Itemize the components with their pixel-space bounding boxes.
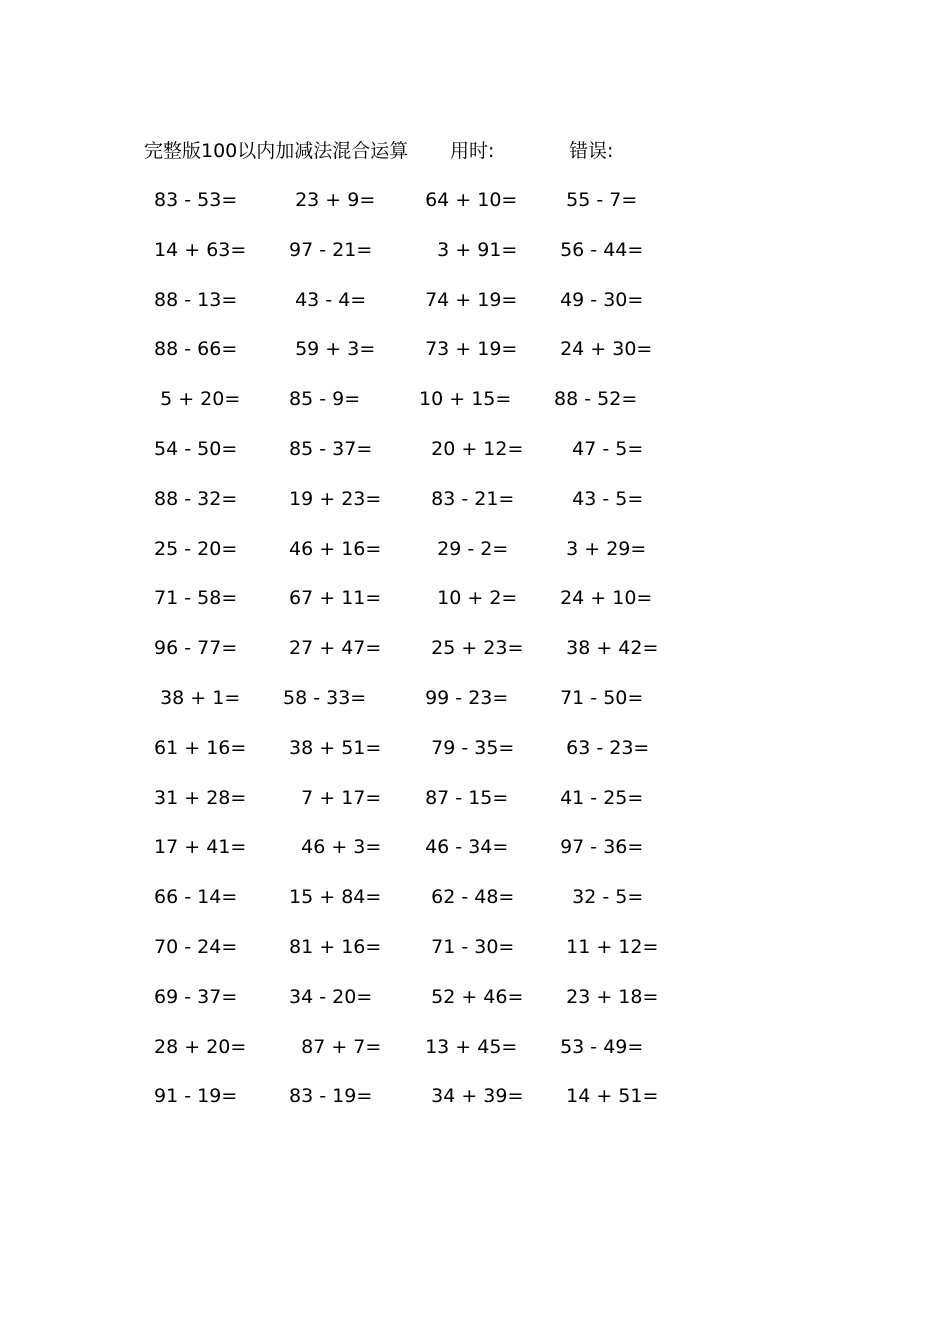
problem-item: 70 - 24= [148,935,238,958]
problem-item: 61 + 16= [148,736,247,759]
problem-item: 85 - 9= [283,388,361,411]
problem-row [140,732,680,782]
problem-item: 56 - 44= [548,238,644,261]
problem-item: 24 + 30= [548,338,653,361]
problem-item: 31 + 28= [148,786,247,809]
problem-item: 46 + 3= [283,836,382,859]
problem-row [140,831,680,881]
problem-item: 34 - 20= [283,985,373,1008]
problem-row [140,1031,680,1081]
problem-item: 43 - 4= [283,288,367,311]
problem-item: 69 - 37= [148,985,238,1008]
problem-item: 71 - 50= [548,686,644,709]
problem-item: 88 - 32= [148,487,238,510]
problem-item: 53 - 49= [548,1035,644,1058]
problem-item: 97 - 21= [283,238,373,261]
problem-item: 28 + 20= [148,1035,247,1058]
problem-row [140,533,680,583]
problem-row [140,782,680,832]
problem-item: 46 + 16= [283,537,382,560]
problem-item: 41 - 25= [548,786,644,809]
problem-item: 5 + 20= [148,388,241,411]
problem-grid [140,184,680,1130]
problem-item: 38 + 42= [548,637,659,660]
problem-item: 17 + 41= [148,836,247,859]
problem-item: 14 + 51= [548,1085,659,1108]
problem-item: 71 - 58= [148,587,238,610]
problem-item: 85 - 37= [283,437,373,460]
problem-item: 24 + 10= [548,587,653,610]
problem-row [140,433,680,483]
problem-row [140,333,680,383]
problem-item: 43 - 5= [548,487,644,510]
problem-item: 88 - 13= [148,288,238,311]
problem-row [140,881,680,931]
problem-item: 38 + 51= [283,736,382,759]
problem-item: 23 + 18= [548,985,659,1008]
problem-item: 55 - 7= [548,189,638,211]
error-count-label: 错误: [569,140,614,162]
problem-item: 52 + 46= [413,985,524,1008]
problem-item: 91 - 19= [148,1085,238,1108]
problem-item: 10 + 2= [413,587,518,610]
problem-item: 71 - 30= [413,935,515,958]
time-used-label: 用时: [450,140,495,162]
problem-item: 13 + 45= [413,1035,518,1058]
problem-item: 96 - 77= [148,637,238,660]
problem-item: 83 - 53= [148,189,238,211]
problem-item: 97 - 36= [548,836,644,859]
problem-item: 66 - 14= [148,886,238,909]
problem-row [140,682,680,732]
problem-row [140,383,680,433]
problem-item: 3 + 29= [548,537,647,560]
problem-item: 59 + 3= [283,338,376,361]
problem-row [140,284,680,334]
problem-item: 25 - 20= [148,537,238,560]
problem-row [140,1080,680,1130]
problem-item: 47 - 5= [548,437,644,460]
problem-row [140,234,680,284]
problem-item: 7 + 17= [283,786,382,809]
problem-item: 83 - 19= [283,1085,373,1108]
problem-item: 63 - 23= [548,736,650,759]
problem-row [140,184,680,234]
problem-item: 46 - 34= [413,836,509,859]
problem-item: 88 - 66= [148,338,238,361]
problem-item: 15 + 84= [283,886,382,909]
worksheet-header [0,136,950,166]
problem-row [140,632,680,682]
problem-item: 32 - 5= [548,886,644,909]
problem-row [140,981,680,1031]
problem-item: 83 - 21= [413,487,515,510]
problem-item: 49 - 30= [548,288,644,311]
problem-item: 34 + 39= [413,1085,524,1108]
problem-item: 3 + 91= [413,238,518,261]
problem-item: 67 + 11= [283,587,382,610]
problem-item: 27 + 47= [283,637,382,660]
problem-item: 99 - 23= [413,686,509,709]
worksheet-title: 完整版100以内加减法混合运算 [144,140,409,162]
problem-item: 79 - 35= [413,736,515,759]
problem-item: 74 + 19= [413,288,518,311]
problem-item: 29 - 2= [413,537,509,560]
problem-item: 88 - 52= [548,388,638,411]
problem-item: 73 + 19= [413,338,518,361]
problem-item: 19 + 23= [283,487,382,510]
problem-item: 23 + 9= [283,189,376,211]
problem-row [140,582,680,632]
problem-item: 87 + 7= [283,1035,382,1058]
problem-item: 20 + 12= [413,437,524,460]
problem-item: 54 - 50= [148,437,238,460]
problem-item: 10 + 15= [413,388,512,411]
problem-item: 81 + 16= [283,935,382,958]
problem-item: 64 + 10= [413,189,518,211]
problem-item: 38 + 1= [148,686,241,709]
problem-item: 14 + 63= [148,238,247,261]
problem-item: 11 + 12= [548,935,659,958]
problem-item: 58 - 33= [283,686,367,709]
problem-item: 25 + 23= [413,637,524,660]
problem-item: 87 - 15= [413,786,509,809]
problem-item: 62 - 48= [413,886,515,909]
problem-row [140,931,680,981]
problem-row [140,483,680,533]
